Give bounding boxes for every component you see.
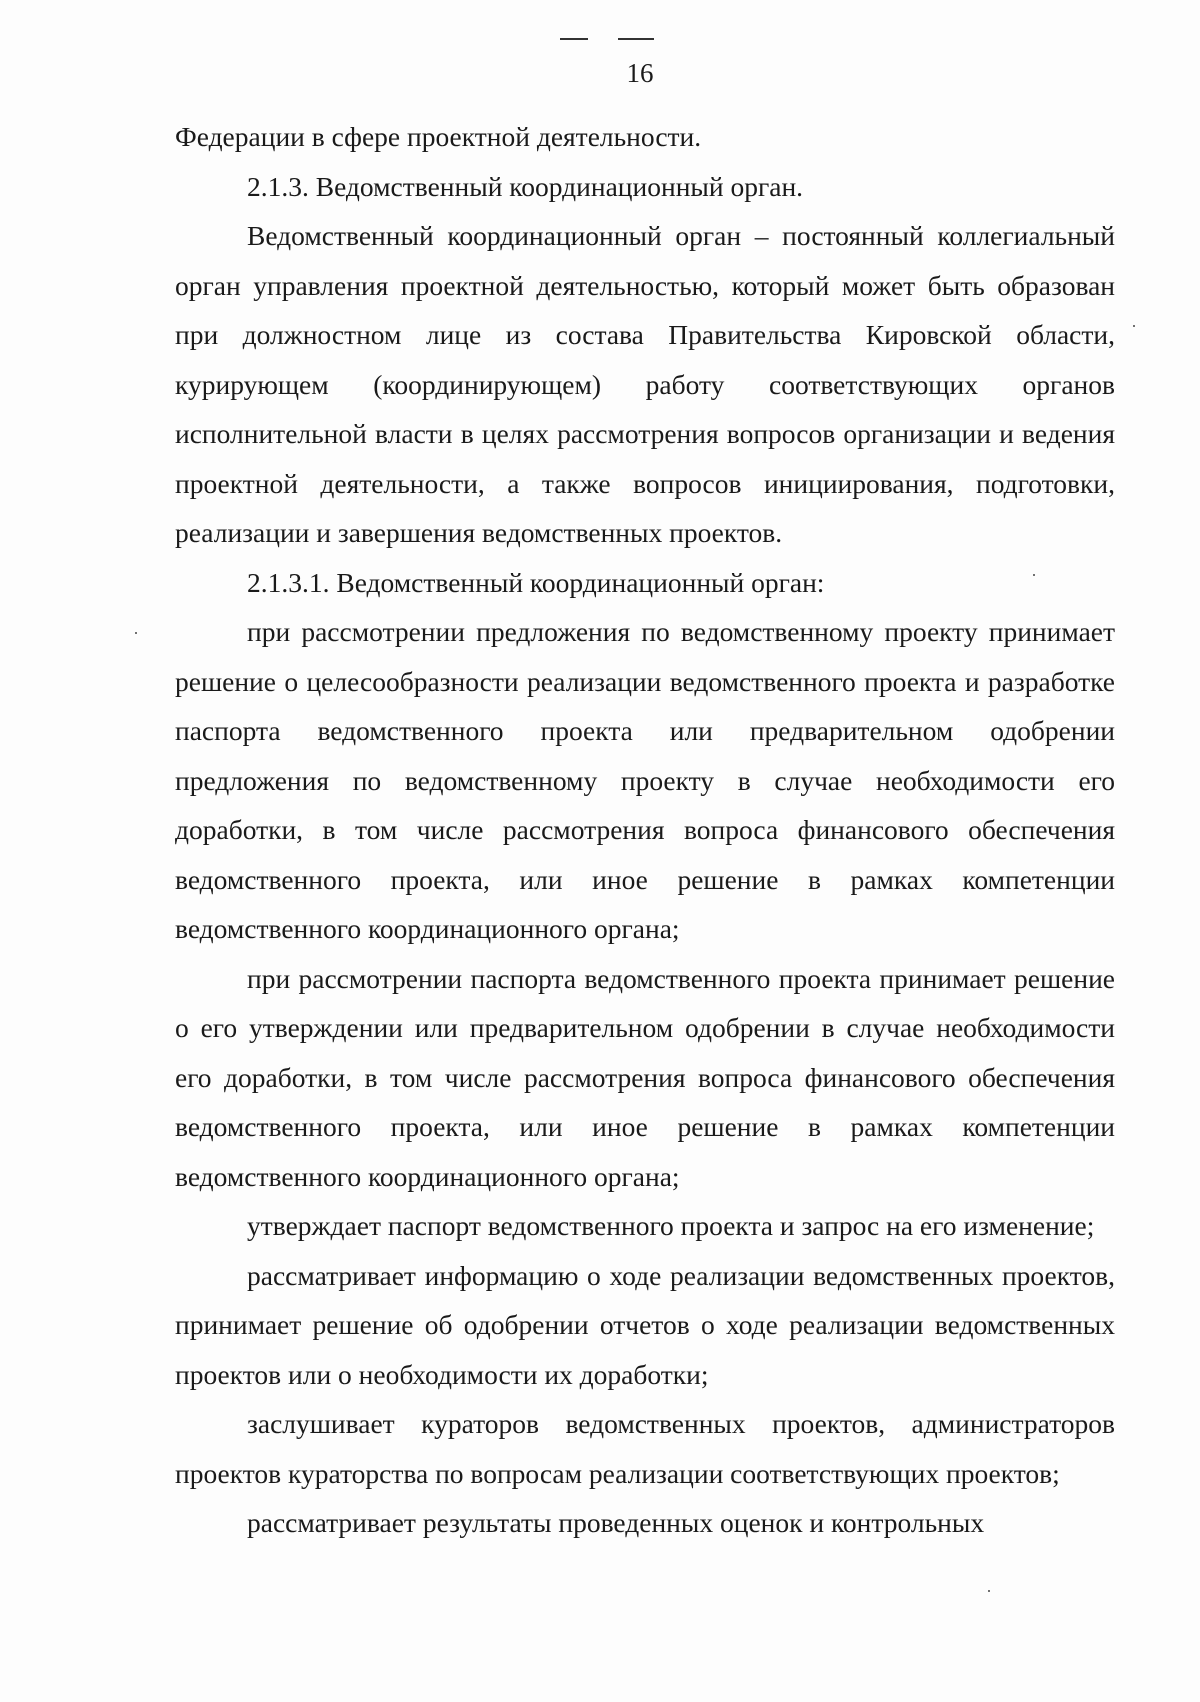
scan-marks (560, 38, 670, 42)
scan-speck (1133, 325, 1135, 327)
list-item: заслушивает кураторов ведомственных проектов, администраторов проектов кураторства по вопросам реализации соответствующих проектов; (175, 1408, 1115, 1489)
paragraph-definition: Ведомственный координационный орган – постоянный коллегиальный орган управления проектной деятельностью, который может быть образован при должностном лице из состава Правительства Кировской области, курирующем (координирующем) работу соответствующих органов исполнительной власти в целях рассмотрения вопросов организации и ведения проектной деятельности, а также вопросов инициирования, подготовки, реализации и завершения ведомственных проектов. (175, 220, 1115, 548)
paragraph-continuation: Федерации в сфере проектной деятельности. (175, 121, 702, 152)
section-heading: 2.1.3. Ведомственный координационный орган. (247, 170, 804, 202)
list-item: утверждает паспорт ведомственного проекта и запрос на его изменение; (247, 1210, 1095, 1241)
list-item: при рассмотрении паспорта ведомственного проекта принимает решение о его утверждении или предварительном одобрении в случае необходимости его доработки, в том числе рассмотрения вопроса финансового обеспечения ведомственного проекта, или иное решение в рамках компетенции ведомственного координационного органа; (175, 962, 1115, 1192)
list-item: рассматривает результаты проведенных оценок и контрольных (247, 1507, 985, 1538)
scan-speck (1033, 574, 1035, 576)
page-number: 16 (626, 58, 654, 88)
list-item: рассматривает информацию о ходе реализации ведомственных проектов, принимает решение об одобрении отчетов о ходе реализации ведомственных проектов или о необходимости их доработки; (175, 1259, 1115, 1390)
document-body (175, 112, 1115, 1548)
subsection-heading: 2.1.3.1. Ведомственный координационный орган: (247, 566, 825, 598)
scan-speck (135, 632, 137, 634)
list-item: при рассмотрении предложения по ведомственному проекту принимает решение о целесообразности реализации ведомственного проекта и разработке паспорта ведомственного проекта или предварительном одобрении предложения по ведомственному проекту в случае необходимости его доработки, в том числе рассмотрения вопроса финансового обеспечения ведомственного проекта, или иное решение в рамках компетенции ведомственного координационного органа; (175, 616, 1115, 944)
scan-speck (988, 1590, 990, 1592)
